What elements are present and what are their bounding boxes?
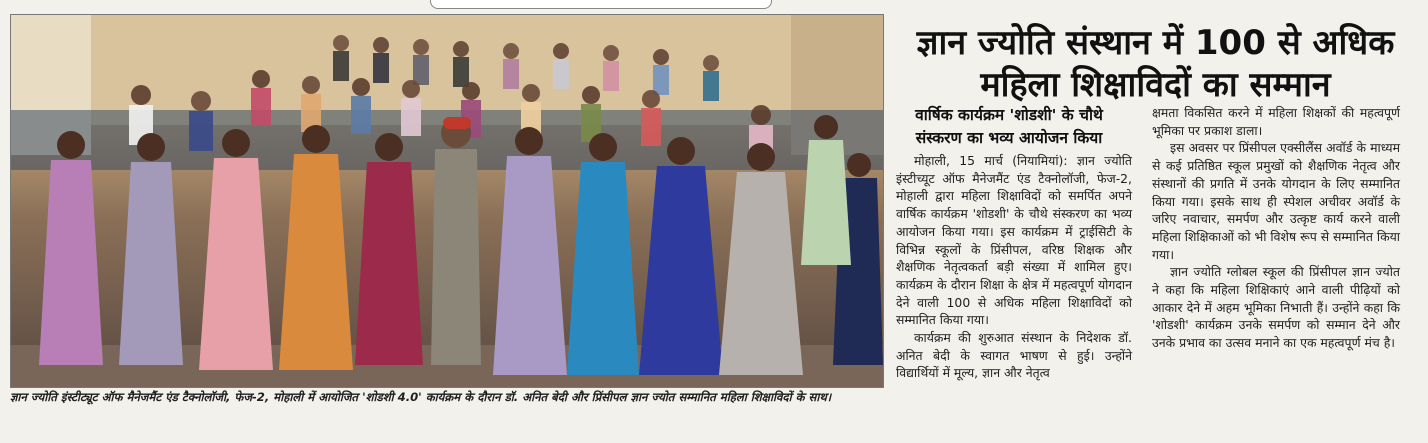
article-paragraph: क्षमता विकसित करने में महिला शिक्षकों की महत्वपूर्ण भूमिका पर प्रकाश डाला।	[1152, 105, 1400, 138]
subheadline-line-1: वार्षिक कार्यक्रम 'शोडशी' के चौथे	[915, 106, 1103, 124]
article-column-1	[896, 152, 1132, 382]
headline-line-1: ज्ञान ज्योति संस्थान में 100 से अधिक	[916, 23, 1395, 63]
article-paragraph: इस अवसर पर प्रिंसीपल एक्सीलैंस अवॉर्ड के माध्यम से कई प्रतिष्ठित स्कूल प्रमुखों को शैक्षणिक नेतृत्व और संस्थानों की प्रगति में उनके योगदान के लिए सम्मानित किया गया। इसके साथ ही स्पेशल अचीवर अवॉर्ड के जरिए नवाचार, समर्पण और उत्कृष्ट कार्य करने वाली महिला शिक्षिकाओं को भी विशेष रूप से सम्मानित किया गया।	[1152, 140, 1400, 262]
article-paragraph: ज्ञान ज्योति ग्लोबल स्कूल की प्रिंसीपल ज्ञान ज्योत ने कहा कि महिला शिक्षिकाएं आने वाली पीढ़ियों को आकार देने में अहम भूमिका निभाती हैं। उन्होंने कहा कि 'शोडशी' कार्यक्रम उनके समर्पण को सम्मान देने और उनके प्रभाव का उत्सव मनाने का एक महत्वपूर्ण मंच है।	[1152, 264, 1400, 351]
page-top-edge	[430, 0, 772, 9]
article-column-2	[1152, 104, 1400, 352]
subheadline	[893, 104, 1125, 150]
article-paragraph: कार्यक्रम की शुरुआत संस्थान के निदेशक डॉ. अनित बेदी के स्वागत भाषण से हुई। उन्होंने विद्यार्थियों में मूल्य, ज्ञान और नेतृत्व	[896, 330, 1132, 381]
article-paragraph: मोहाली, 15 मार्च (नियामियां): ज्ञान ज्योति इंस्टीच्यूट ऑफ मैनेजमैंट एंड टैक्नोलॉजी, फेज-2, मोहाली द्वारा महिला शिक्षाविदों को समर्पित अपने वार्षिक कार्यक्रम 'शोडशी' के चौथे संस्करण का भव्य आयोजन किया गया। इस कार्यक्रम में ट्राईसिटी के विभिन्न स्कूलों के प्रिंसीपल, वरिष्ठ शिक्षक और शैक्षणिक नेतृत्वकर्ता बड़ी संख्या में शामिल हुए। कार्यक्रम के दौरान शिक्षा के क्षेत्र में महत्वपूर्ण योगदान देने वाली 100 से अधिक महिला शिक्षाविदों को सम्मानित किया गया।	[896, 153, 1132, 328]
group-photo	[10, 14, 884, 388]
group-photo-illustration	[11, 15, 883, 387]
photo-caption: ज्ञान ज्योति इंस्टीट्यूट ऑफ मैनेजमैंट एंड टैक्नोलॉजी, फेज-2, मोहाली में आयोजित 'शोडशी 4.0' कार्यक्रम के दौरान डॉ. अनित बेदी और प्रिंसीपल ज्ञान ज्योत सम्मानित महिला शिक्षाविदों के साथ।	[10, 390, 832, 404]
subheadline-line-2: संस्करण का भव्य आयोजन किया	[915, 129, 1103, 147]
headline	[893, 22, 1418, 106]
headline-line-2: महिला शिक्षाविदों का सम्मान	[980, 65, 1331, 105]
